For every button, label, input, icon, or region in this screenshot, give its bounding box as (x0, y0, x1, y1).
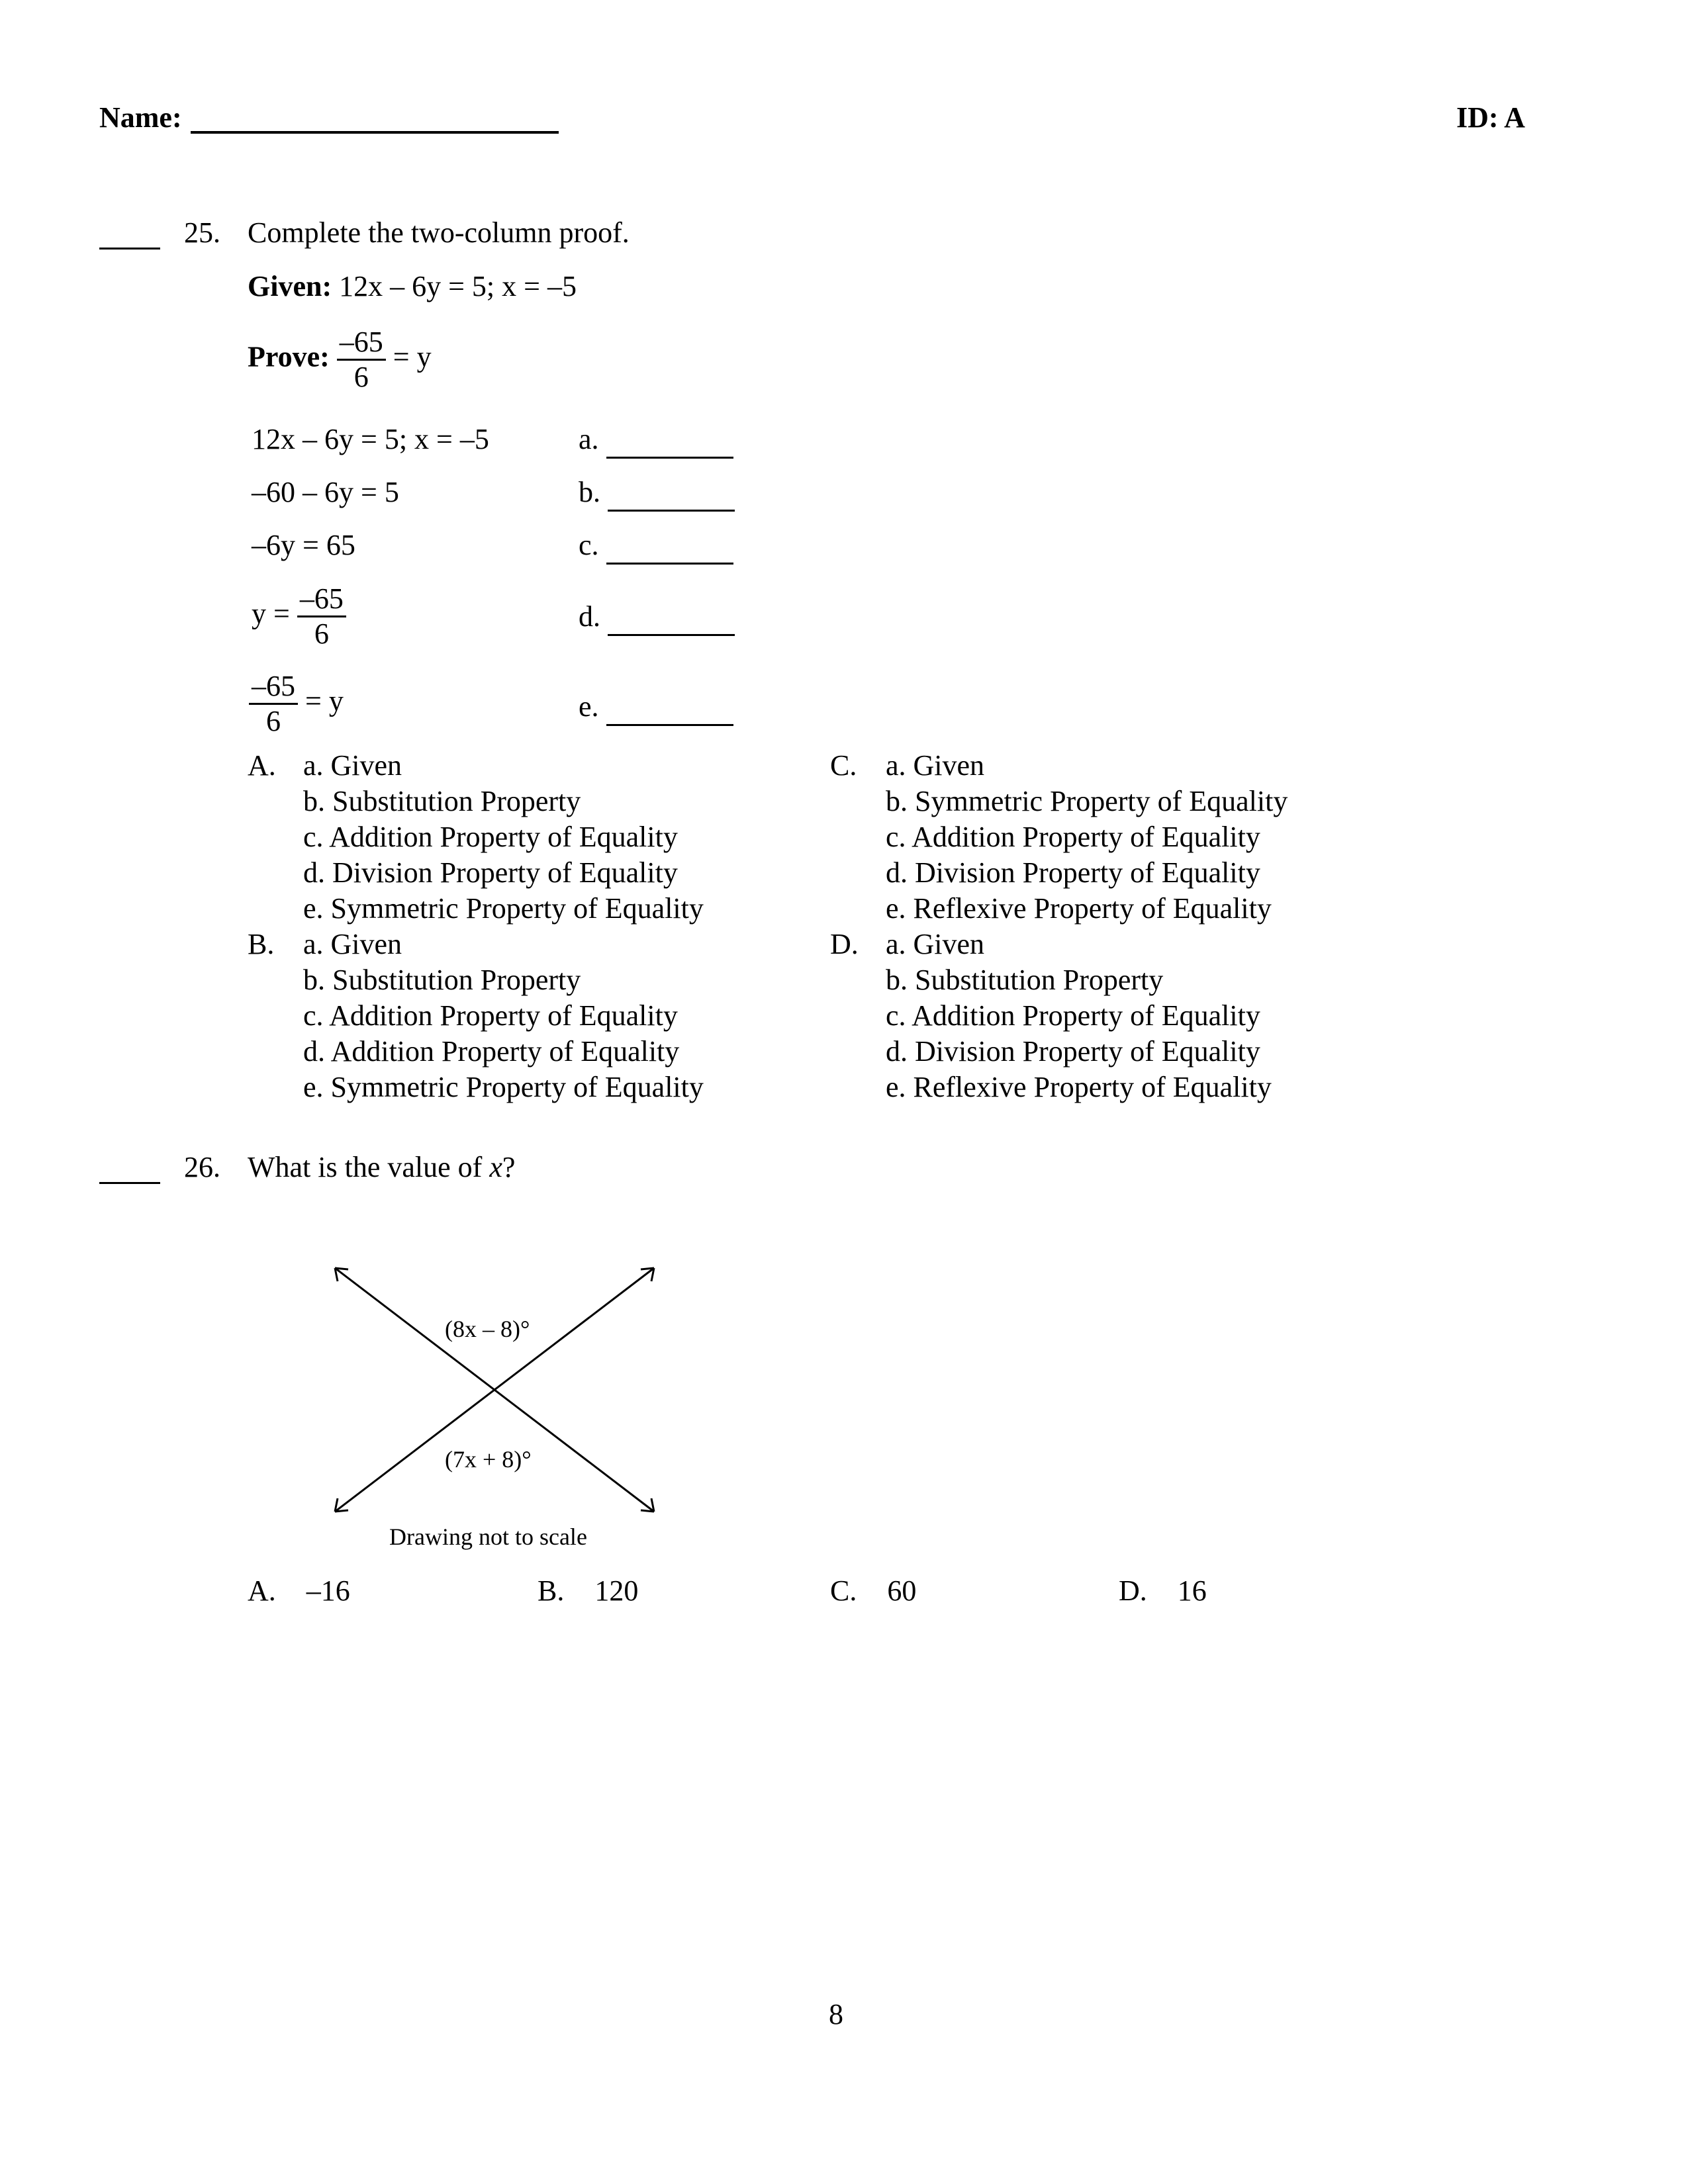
q26-prompt (248, 1150, 515, 1185)
statement-fraction (297, 582, 346, 651)
proof-reason-b (579, 475, 735, 512)
option-value: 16 (1177, 1574, 1207, 1607)
option-line: d. Division Property of Equality (886, 1035, 1260, 1068)
option-value: 60 (887, 1574, 917, 1607)
option-line: e. Symmetric Property of Equality (303, 892, 704, 925)
option-line: c. Addition Property of Equality (303, 999, 678, 1032)
fraction-numerator: –65 (297, 582, 346, 617)
option-letter: C. (830, 1574, 857, 1607)
q26-option-a[interactable] (248, 1574, 350, 1608)
prompt-text: What is the value of (248, 1151, 490, 1183)
option-line: a. Given (303, 749, 402, 782)
option-line: b. Substitution Property (303, 964, 581, 996)
option-line: a. Given (303, 928, 402, 960)
statement-lhs: y = (252, 597, 290, 630)
option-letter: B. (538, 1574, 565, 1607)
proof-statement-2: –60 – 6y = 5 (252, 476, 399, 508)
given-label: Given: (248, 270, 332, 302)
reason-blank[interactable] (606, 528, 733, 565)
option-line: b. Substitution Property (886, 964, 1164, 996)
option-line: d. Addition Property of Equality (303, 1035, 680, 1068)
bottom-angle-label: (7x + 8)° (445, 1446, 532, 1473)
fraction-denominator: 6 (314, 617, 329, 650)
reason-blank[interactable] (606, 690, 733, 726)
prove-numerator: –65 (337, 326, 386, 361)
fraction-numerator: –65 (249, 670, 298, 705)
q25-option-a[interactable] (303, 748, 704, 927)
statement-rhs: = y (305, 684, 344, 717)
reason-label: c. (579, 529, 599, 561)
reason-label: a. (579, 423, 599, 455)
id-label: ID: A (1456, 101, 1525, 134)
option-line: a. Given (886, 928, 985, 960)
prompt-end: ? (502, 1151, 516, 1183)
q25-prove (248, 326, 432, 394)
reason-label: d. (579, 600, 600, 633)
reason-label: e. (579, 690, 599, 723)
option-line: a. Given (886, 749, 985, 782)
proof-statement-3: –6y = 65 (252, 529, 355, 561)
q25-option-d-letter[interactable]: D. (830, 928, 859, 960)
fraction-denominator: 6 (266, 705, 281, 737)
q26-option-c[interactable] (830, 1574, 916, 1608)
reason-blank[interactable] (606, 422, 733, 459)
option-letter: D. (1119, 1574, 1147, 1607)
option-letter: A. (248, 1574, 276, 1607)
option-line: c. Addition Property of Equality (303, 821, 678, 853)
option-value: 120 (594, 1574, 639, 1607)
name-field[interactable] (191, 131, 559, 134)
diagram-caption: Drawing not to scale (389, 1524, 587, 1550)
proof-reason-a (579, 422, 733, 459)
q26-answer-blank[interactable] (99, 1182, 160, 1184)
q25-prompt: Complete the two-column proof. (248, 216, 630, 249)
option-line: d. Division Property of Equality (886, 856, 1260, 889)
reason-label: b. (579, 476, 600, 508)
option-value: –16 (306, 1574, 350, 1607)
option-line: b. Substitution Property (303, 785, 581, 817)
page-number: 8 (829, 1998, 843, 2030)
proof-reason-c (579, 528, 733, 565)
q25-answer-blank[interactable] (99, 248, 160, 250)
intersecting-lines-diagram (318, 1251, 675, 1529)
proof-statement-1: 12x – 6y = 5; x = –5 (252, 423, 489, 455)
q25-option-c-letter[interactable]: C. (830, 749, 857, 782)
option-line: c. Addition Property of Equality (886, 999, 1260, 1032)
q25-option-d[interactable] (886, 927, 1272, 1105)
q25-option-c[interactable] (886, 748, 1288, 927)
prompt-variable: x (489, 1151, 502, 1183)
proof-statement-4 (252, 582, 346, 651)
option-line: e. Symmetric Property of Equality (303, 1071, 704, 1103)
prove-denominator: 6 (353, 361, 369, 393)
given-text: 12x – 6y = 5; x = –5 (339, 270, 577, 302)
q25-option-b[interactable] (303, 927, 704, 1105)
reason-blank[interactable] (608, 475, 735, 512)
q25-number: 25. (184, 216, 220, 249)
q25-option-a-letter[interactable]: A. (248, 749, 276, 782)
q26-option-d[interactable] (1119, 1574, 1207, 1608)
option-line: e. Reflexive Property of Equality (886, 1071, 1272, 1103)
top-angle-label: (8x – 8)° (445, 1316, 530, 1342)
statement-fraction (249, 670, 298, 738)
option-line: b. Symmetric Property of Equality (886, 785, 1288, 817)
q25-given (248, 269, 577, 304)
option-line: c. Addition Property of Equality (886, 821, 1260, 853)
q26-number: 26. (184, 1151, 220, 1183)
option-line: e. Reflexive Property of Equality (886, 892, 1272, 925)
reason-blank[interactable] (608, 600, 735, 636)
name-label: Name: (99, 101, 182, 134)
proof-reason-e (579, 690, 733, 726)
option-line: d. Division Property of Equality (303, 856, 678, 889)
proof-reason-d (579, 600, 735, 636)
prove-label: Prove: (248, 340, 330, 373)
proof-statement-5 (249, 670, 344, 738)
q26-option-b[interactable] (538, 1574, 638, 1608)
prove-fraction (337, 326, 386, 394)
q25-option-b-letter[interactable]: B. (248, 928, 275, 960)
prove-rest: = y (393, 340, 432, 373)
